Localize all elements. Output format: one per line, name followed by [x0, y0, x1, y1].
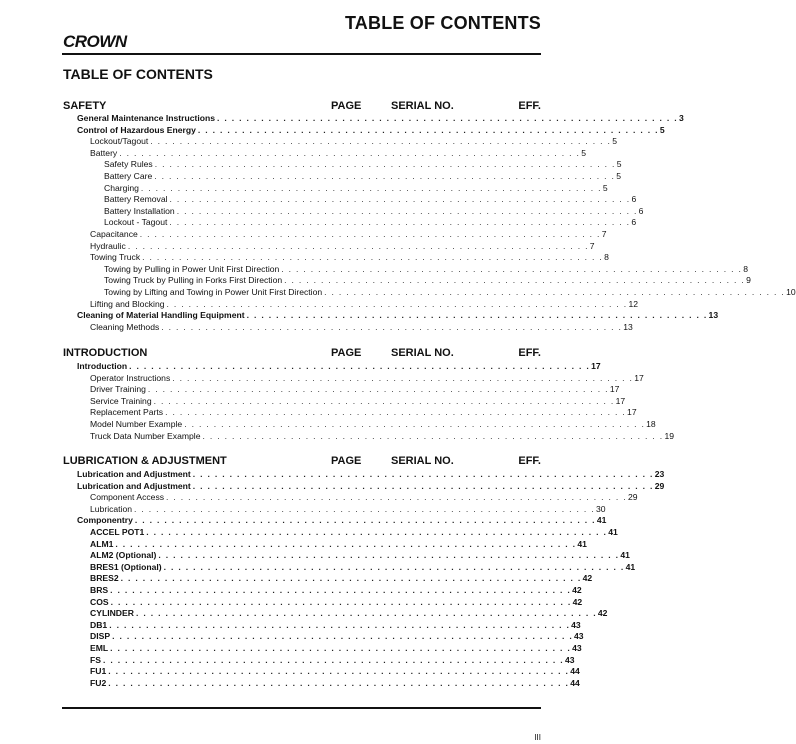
toc-leader-dots: . . . . . . . . . . . . . . . . . . . . . . . . . . . . . . . . . . . . . . . . . . . . . . . . . . . . . . . . . . . . . . .: [147, 384, 609, 395]
toc-entry[interactable]: [0, 469, 665, 481]
toc-entry-line: [90, 321, 633, 334]
toc-entry-page: 42: [572, 584, 582, 595]
serial-column-label: SERIAL NO.: [391, 347, 454, 359]
toc-entry-title: Cleaning Methods: [90, 321, 160, 332]
toc-leader-dots: . . . . . . . . . . . . . . . . . . . . . . . . . . . . . . . . . . . . . . . . . . . . . . . . . . . . . . . . . . . . . . .: [140, 182, 602, 193]
toc-leader-dots: . . . . . . . . . . . . . . . . . . . . . . . . . . . . . . . . . . . . . . . . . . . . . . . . . . . . . . . . . . . . . . .: [146, 526, 608, 537]
toc-entry-page: 42: [582, 573, 593, 584]
toc-entry-title: Battery Installation: [104, 205, 175, 216]
toc-entry-line: [104, 205, 644, 218]
toc-entry-line: [90, 550, 630, 562]
toc-entry-line: [90, 654, 575, 667]
toc-leader-dots: . . . . . . . . . . . . . . . . . . . . . . . . . . . . . . . . . . . . . . . . . . . . . . . . . . . . . . . . . . . . . . .: [110, 642, 572, 653]
toc-leader-dots: . . . . . . . . . . . . . . . . . . . . . . . . . . . . . . . . . . . . . . . . . . . . . . . . . . . . . . . . . . . . . . .: [176, 205, 638, 216]
toc-entry-page: 17: [627, 407, 637, 418]
toc-entry[interactable]: [0, 407, 637, 419]
toc-leader-dots: . . . . . . . . . . . . . . . . . . . . . . . . . . . . . . . . . . . . . . . . . . . . . . . . . . . . . . . . . . . . . . .: [108, 666, 570, 677]
toc-entry[interactable]: [0, 275, 751, 287]
toc-entry-page: 12: [628, 298, 639, 309]
toc-entry[interactable]: [0, 228, 607, 241]
toc-entry[interactable]: [0, 561, 636, 574]
toc-entry-page: 5: [659, 124, 665, 135]
toc-entry-page: 41: [608, 526, 618, 537]
section-header-introduction: [63, 347, 541, 361]
toc-entry-title: Lubrication: [90, 503, 133, 514]
toc-leader-dots: . . . . . . . . . . . . . . . . . . . . . . . . . . . . . . . . . . . . . . . . . . . . . . . . . . . . . . . . . . . . . . .: [127, 240, 589, 251]
toc-leader-dots: . . . . . . . . . . . . . . . . . . . . . . . . . . . . . . . . . . . . . . . . . . . . . . . . . . . . . . . . . . . . . . .: [108, 677, 570, 688]
toc-entry-line: [77, 480, 665, 493]
toc-entry-line: [90, 136, 618, 148]
toc-entry-page: 42: [597, 608, 608, 619]
toc-entry[interactable]: [0, 372, 644, 385]
bottom-rule: [62, 707, 541, 709]
toc-list-introduction: [0, 361, 674, 442]
toc-entry-line: [90, 407, 637, 419]
toc-entry-title: Lockout/Tagout: [90, 136, 149, 147]
toc-entry-page: 13: [623, 321, 633, 332]
toc-entry-page: 19: [664, 430, 674, 441]
toc-entry-title: FU1: [90, 666, 107, 677]
toc-entry-line: [90, 430, 674, 443]
toc-entry-title: FU2: [90, 677, 107, 688]
toc-entry-line: [77, 361, 601, 373]
page-column-label: PAGE: [331, 347, 362, 359]
toc-entry-title: ALM2 (Optional): [90, 550, 157, 561]
toc-entry[interactable]: [0, 430, 674, 443]
toc-entry-title: COS: [90, 596, 109, 607]
toc-entry[interactable]: [0, 597, 591, 609]
toc-leader-dots: . . . . . . . . . . . . . . . . . . . . . . . . . . . . . . . . . . . . . . . . . . . . . . . . . . . . . . . . . . . . . . .: [110, 584, 572, 595]
toc-entry-page: 29: [654, 480, 665, 491]
toc-entry[interactable]: [0, 252, 609, 264]
toc-entry-line: [90, 492, 638, 504]
toc-leader-dots: . . . . . . . . . . . . . . . . . . . . . . . . . . . . . . . . . . . . . . . . . . . . . . . . . . . . . . . . . . . . . . .: [281, 263, 743, 274]
page-number: III: [534, 733, 541, 742]
crown-logo: [63, 32, 143, 55]
toc-entry-title: Introduction: [77, 361, 128, 371]
toc-entry-title: Component Access: [90, 492, 165, 503]
toc-entry-line: [104, 286, 796, 299]
toc-entry[interactable]: [0, 170, 621, 183]
toc-entry-page: 13: [708, 310, 719, 321]
toc-entry-title: Towing by Pulling in Power Unit First Direction: [104, 263, 280, 274]
toc-entry-title: Towing Truck by Pulling in Forks First Direction: [104, 275, 283, 286]
toc-entry-title: ACCEL POT1: [90, 526, 145, 537]
toc-entry-page: 43: [574, 631, 584, 642]
header-rule: [62, 53, 541, 55]
toc-entry[interactable]: [0, 480, 665, 493]
toc-entry[interactable]: [0, 240, 595, 253]
toc-leader-dots: . . . . . . . . . . . . . . . . . . . . . . . . . . . . . . . . . . . . . . . . . . . . . . . . . . . . . . . . . . . . . . .: [158, 550, 620, 561]
toc-entry-title: DB1: [90, 619, 108, 630]
toc-leader-dots: . . . . . . . . . . . . . . . . . . . . . . . . . . . . . . . . . . . . . . . . . . . . . . . . . . . . . . . . . . . . . . .: [166, 298, 628, 309]
toc-entry-page: 30: [596, 503, 606, 514]
serial-column-label: SERIAL NO.: [391, 455, 454, 467]
toc-entry-title: Service Training: [90, 395, 152, 406]
toc-entry-line: [77, 515, 607, 527]
toc-entry-line: [104, 217, 637, 229]
toc-entry-page: 5: [602, 182, 608, 193]
toc-entry[interactable]: [0, 643, 591, 655]
toc-entry[interactable]: [0, 526, 618, 539]
toc-entry[interactable]: [0, 286, 796, 299]
toc-entry-line: [90, 147, 586, 160]
toc-entry-page: 10: [786, 286, 796, 297]
page-heading: TABLE OF CONTENTS: [63, 66, 213, 82]
toc-entry-page: 43: [564, 654, 575, 665]
toc-entry-title: Cleaning of Material Handling Equipment: [77, 310, 245, 321]
toc-entry[interactable]: [0, 310, 719, 322]
toc-leader-dots: . . . . . . . . . . . . . . . . . . . . . . . . . . . . . . . . . . . . . . . . . . . . . . . . . . . . . . . . . . . . . . .: [110, 596, 572, 607]
toc-entry[interactable]: [0, 503, 606, 516]
toc-entry-line: [90, 561, 636, 574]
toc-entry-title: BRES1 (Optional): [90, 561, 162, 572]
toc-entry-title: Model Number Example: [90, 418, 183, 429]
toc-entry-line: [104, 182, 608, 195]
toc-entry[interactable]: [0, 608, 608, 620]
toc-leader-dots: . . . . . . . . . . . . . . . . . . . . . . . . . . . . . . . . . . . . . . . . . . . . . . . . . . . . . . . . . . . . . . .: [165, 407, 627, 418]
toc-leader-dots: . . . . . . . . . . . . . . . . . . . . . . . . . . . . . . . . . . . . . . . . . . . . . . . . . . . . . . . . . . . . . . .: [119, 147, 581, 158]
toc-entry-title: EML: [90, 642, 109, 653]
toc-leader-dots: . . . . . . . . . . . . . . . . . . . . . . . . . . . . . . . . . . . . . . . . . . . . . . . . . . . . . . . . . . . . . . .: [163, 561, 625, 572]
toc-leader-dots: . . . . . . . . . . . . . . . . . . . . . . . . . . . . . . . . . . . . . . . . . . . . . . . . . . . . . . . . . . . . . . .: [217, 113, 678, 123]
toc-entry-page: 5: [581, 147, 586, 158]
toc-entry-line: [90, 372, 644, 385]
toc-entry-line: [90, 395, 626, 408]
toc-entry[interactable]: [0, 539, 591, 551]
toc-entry[interactable]: [0, 136, 618, 148]
toc-entry-line: [90, 631, 584, 643]
toc-entry-line: [90, 596, 583, 609]
toc-entry-page: 43: [572, 642, 582, 653]
toc-entry[interactable]: [0, 159, 622, 171]
toc-entry-page: 43: [571, 619, 581, 630]
toc-leader-dots: . . . . . . . . . . . . . . . . . . . . . . . . . . . . . . . . . . . . . . . . . . . . . . . . . . . . . . . . . . . . . . .: [134, 503, 595, 514]
toc-entry-page: 6: [631, 194, 637, 205]
toc-entry-page: 41: [596, 515, 607, 526]
section-header-lubrication: [63, 455, 541, 469]
toc-leader-dots: . . . . . . . . . . . . . . . . . . . . . . . . . . . . . . . . . . . . . . . . . . . . . . . . . . . . . . . . . . . . . . .: [246, 310, 708, 321]
toc-entry-line: [90, 538, 587, 551]
toc-entry[interactable]: [0, 666, 591, 678]
toc-entry-line: [77, 124, 665, 137]
toc-leader-dots: . . . . . . . . . . . . . . . . . . . . . . . . . . . . . . . . . . . . . . . . . . . . . . . . . . . . . . . . . . . . . . .: [153, 395, 615, 406]
toc-entry-page: 18: [646, 418, 656, 429]
toc-leader-dots: . . . . . . . . . . . . . . . . . . . . . . . . . . . . . . . . . . . . . . . . . . . . . . . . . . . . . . . . . . . . . . .: [172, 372, 634, 383]
toc-entry-title: General Maintenance Instructions: [77, 113, 216, 123]
toc-entry-page: 41: [620, 550, 630, 561]
toc-entry-page: 23: [654, 469, 665, 479]
toc-entry-page: 44: [570, 677, 580, 688]
toc-entry-title: Driver Training: [90, 384, 146, 395]
toc-entry-title: BRS: [90, 584, 109, 595]
toc-entry-page: 17: [591, 361, 601, 371]
toc-entry[interactable]: [0, 550, 630, 562]
toc-leader-dots: . . . . . . . . . . . . . . . . . . . . . . . . . . . . . . . . . . . . . . . . . . . . . . . . . . . . . . . . . . . . . . .: [135, 608, 597, 619]
toc-entry-page: 41: [625, 561, 636, 572]
toc-leader-dots: . . . . . . . . . . . . . . . . . . . . . . . . . . . . . . . . . . . . . . . . . . . . . . . . . . . . . . . . . . . . . . .: [197, 124, 659, 135]
toc-entry-line: [90, 228, 607, 241]
toc-entry[interactable]: [0, 321, 633, 334]
toc-entry-page: 3: [678, 113, 684, 123]
toc-entry-title: Lubrication and Adjustment: [77, 469, 191, 479]
toc-entry-title: Componentry: [77, 515, 133, 526]
toc-entry[interactable]: [0, 217, 637, 229]
toc-entry-page: 9: [746, 275, 751, 286]
toc-entry-line: [104, 159, 622, 171]
toc-entry-line: [104, 263, 749, 276]
eff-column-label: EFF.: [518, 100, 541, 112]
toc-leader-dots: . . . . . . . . . . . . . . . . . . . . . . . . . . . . . . . . . . . . . . . . . . . . . . . . . . . . . . . . . . . . . . .: [324, 286, 786, 297]
toc-entry[interactable]: [0, 194, 637, 206]
toc-leader-dots: . . . . . . . . . . . . . . . . . . . . . . . . . . . . . . . . . . . . . . . . . . . . . . . . . . . . . . . . . . . . . . .: [166, 492, 627, 503]
toc-leader-dots: . . . . . . . . . . . . . . . . . . . . . . . . . . . . . . . . . . . . . . . . . . . . . . . . . . . . . . . . . . . . . . .: [120, 573, 582, 584]
toc-entry-title: Lubrication and Adjustment: [77, 480, 191, 491]
toc-leader-dots: . . . . . . . . . . . . . . . . . . . . . . . . . . . . . . . . . . . . . . . . . . . . . . . . . . . . . . . . . . . . . . .: [161, 321, 623, 332]
toc-entry[interactable]: [0, 585, 591, 597]
toc-entry-line: [90, 503, 606, 516]
toc-entry-title: Operator Instructions: [90, 372, 171, 383]
toc-entry-title: Lifting and Blocking: [90, 298, 165, 309]
toc-entry-line: [90, 526, 618, 539]
toc-entry-page: 5: [616, 170, 621, 181]
toc-entry[interactable]: [0, 573, 591, 585]
toc-entry-page: 7: [589, 240, 595, 251]
toc-entry[interactable]: [0, 418, 656, 431]
toc-entry[interactable]: [0, 631, 591, 643]
toc-entry-line: [90, 418, 656, 431]
toc-entry[interactable]: [0, 205, 644, 218]
toc-leader-dots: . . . . . . . . . . . . . . . . . . . . . . . . . . . . . . . . . . . . . . . . . . . . . . . . . . . . . . . . . . . . . . .: [112, 631, 574, 642]
toc-entry[interactable]: [0, 148, 591, 160]
toc-entry-line: [104, 170, 621, 183]
toc-entry-title: Capacitance: [90, 228, 138, 239]
toc-entry[interactable]: [0, 113, 684, 125]
toc-entry[interactable]: [0, 655, 591, 667]
toc-entry-title: BRES2: [90, 573, 119, 584]
toc-entry-title: Charging: [104, 182, 139, 193]
toc-list-safety: [0, 113, 796, 333]
toc-entry-line: [90, 666, 580, 678]
toc-leader-dots: . . . . . . . . . . . . . . . . . . . . . . . . . . . . . . . . . . . . . . . . . . . . . . . . . . . . . . . . . . . . . . .: [192, 480, 654, 491]
toc-entry-line: [77, 310, 719, 322]
toc-entry-line: [90, 252, 609, 264]
toc-entry-page: 7: [601, 228, 607, 239]
toc-entry-line: [90, 298, 639, 311]
toc-entry-title: FS: [90, 654, 101, 665]
toc-leader-dots: . . . . . . . . . . . . . . . . . . . . . . . . . . . . . . . . . . . . . . . . . . . . . . . . . . . . . . . . . . . . . . .: [115, 538, 577, 549]
header-title: TABLE OF CONTENTS: [344, 13, 541, 33]
toc-entry[interactable]: [0, 620, 591, 632]
toc-entry-line: [90, 573, 593, 585]
toc-entry-page: 5: [616, 159, 622, 170]
toc-entry-line: [104, 275, 751, 287]
toc-leader-dots: . . . . . . . . . . . . . . . . . . . . . . . . . . . . . . . . . . . . . . . . . . . . . . . . . . . . . . . . . . . . . . .: [134, 515, 596, 526]
toc-entry-line: [77, 113, 684, 125]
toc-entry-page: 29: [628, 492, 638, 503]
toc-leader-dots: . . . . . . . . . . . . . . . . . . . . . . . . . . . . . . . . . . . . . . . . . . . . . . . . . . . . . . . . . . . . . . .: [169, 194, 631, 205]
toc-entry-line: [90, 608, 608, 620]
page-column-label: PAGE: [331, 455, 362, 467]
toc-entry-title: Truck Data Number Example: [90, 430, 201, 441]
toc-entry-title: Lockout - Tagout: [104, 217, 168, 228]
toc-entry-title: Control of Hazardous Energy: [77, 124, 196, 135]
toc-leader-dots: . . . . . . . . . . . . . . . . . . . . . . . . . . . . . . . . . . . . . . . . . . . . . . . . . . . . . . . . . . . . . . .: [142, 252, 604, 263]
toc-leader-dots: . . . . . . . . . . . . . . . . . . . . . . . . . . . . . . . . . . . . . . . . . . . . . . . . . . . . . . . . . . . . . . .: [192, 469, 654, 479]
toc-entry-line: [90, 240, 595, 253]
serial-column-label: SERIAL NO.: [391, 100, 454, 112]
toc-entry-page: 8: [604, 252, 609, 263]
logo-text: CROWN: [63, 32, 127, 51]
toc-entry[interactable]: [0, 182, 608, 195]
toc-leader-dots: . . . . . . . . . . . . . . . . . . . . . . . . . . . . . . . . . . . . . . . . . . . . . . . . . . . . . . . . . . . . . . .: [109, 619, 571, 630]
toc-leader-dots: . . . . . . . . . . . . . . . . . . . . . . . . . . . . . . . . . . . . . . . . . . . . . . . . . . . . . . . . . . . . . . .: [102, 654, 564, 665]
toc-entry[interactable]: [0, 263, 749, 276]
toc-leader-dots: . . . . . . . . . . . . . . . . . . . . . . . . . . . . . . . . . . . . . . . . . . . . . . . . . . . . . . . . . . . . . . .: [150, 136, 612, 147]
toc-entry-title: Towing Truck: [90, 252, 141, 263]
toc-entry-line: [90, 619, 581, 632]
toc-entry-page: 42: [572, 596, 583, 607]
toc-entry[interactable]: [0, 515, 607, 527]
toc-entry-page: 5: [612, 136, 618, 147]
toc-entry-title: Towing by Lifting and Towing in Power Unit First Direction: [104, 286, 323, 297]
toc-entry[interactable]: [0, 124, 665, 137]
toc-entry[interactable]: [0, 384, 620, 396]
toc-entry-title: CYLINDER: [90, 608, 134, 619]
toc-entry-title: ALM1: [90, 538, 114, 549]
toc-entry-title: Battery: [90, 147, 118, 158]
toc-entry-line: [90, 642, 582, 655]
toc-entry-title: DISP: [90, 631, 111, 642]
eff-column-label: EFF.: [518, 455, 541, 467]
toc-list-lubrication: [0, 469, 665, 689]
toc-entry-line: [90, 677, 580, 690]
toc-leader-dots: . . . . . . . . . . . . . . . . . . . . . . . . . . . . . . . . . . . . . . . . . . . . . . . . . . . . . . . . . . . . . . .: [284, 275, 746, 286]
toc-leader-dots: . . . . . . . . . . . . . . . . . . . . . . . . . . . . . . . . . . . . . . . . . . . . . . . . . . . . . . . . . . . . . . .: [184, 418, 646, 429]
section-title: LUBRICATION & ADJUSTMENT: [63, 455, 227, 467]
eff-column-label: EFF.: [518, 347, 541, 359]
toc-leader-dots: . . . . . . . . . . . . . . . . . . . . . . . . . . . . . . . . . . . . . . . . . . . . . . . . . . . . . . . . . . . . . . .: [139, 228, 601, 239]
toc-leader-dots: . . . . . . . . . . . . . . . . . . . . . . . . . . . . . . . . . . . . . . . . . . . . . . . . . . . . . . . . . . . . . . .: [169, 217, 631, 228]
page-column-label: PAGE: [331, 100, 362, 112]
toc-entry-title: Safety Rules: [104, 159, 153, 170]
toc-entry-page: 6: [631, 217, 637, 228]
toc-entry[interactable]: [0, 492, 638, 504]
toc-entry-title: Replacement Parts: [90, 407, 164, 418]
toc-leader-dots: . . . . . . . . . . . . . . . . . . . . . . . . . . . . . . . . . . . . . . . . . . . . . . . . . . . . . . . . . . . . . . .: [154, 170, 616, 181]
toc-entry-page: 8: [743, 263, 749, 274]
toc-entry-title: Battery Care: [104, 170, 153, 181]
section-title: SAFETY: [63, 100, 107, 112]
toc-entry[interactable]: [0, 298, 639, 311]
toc-entry-page: 6: [638, 205, 644, 216]
toc-entry-page: 17: [634, 372, 644, 383]
toc-entry-page: 41: [577, 538, 587, 549]
toc-entry-title: Battery Removal: [104, 194, 168, 205]
toc-leader-dots: . . . . . . . . . . . . . . . . . . . . . . . . . . . . . . . . . . . . . . . . . . . . . . . . . . . . . . . . . . . . . . .: [129, 361, 591, 371]
toc-entry-line: [90, 384, 620, 396]
toc-entry-line: [77, 469, 665, 481]
section-header-safety: [63, 100, 541, 114]
toc-entry-line: [90, 584, 582, 597]
toc-entry[interactable]: [0, 395, 626, 408]
toc-entry-line: [104, 194, 637, 206]
toc-leader-dots: . . . . . . . . . . . . . . . . . . . . . . . . . . . . . . . . . . . . . . . . . . . . . . . . . . . . . . . . . . . . . . .: [202, 430, 664, 441]
section-title: INTRODUCTION: [63, 347, 148, 359]
toc-leader-dots: . . . . . . . . . . . . . . . . . . . . . . . . . . . . . . . . . . . . . . . . . . . . . . . . . . . . . . . . . . . . . . .: [154, 159, 616, 170]
toc-entry-page: 44: [570, 666, 580, 677]
toc-entry[interactable]: [0, 678, 591, 690]
toc-entry-page: 17: [609, 384, 620, 395]
toc-entry-title: Hydraulic: [90, 240, 126, 251]
toc-entry-page: 17: [615, 395, 626, 406]
toc-entry[interactable]: [0, 361, 601, 373]
